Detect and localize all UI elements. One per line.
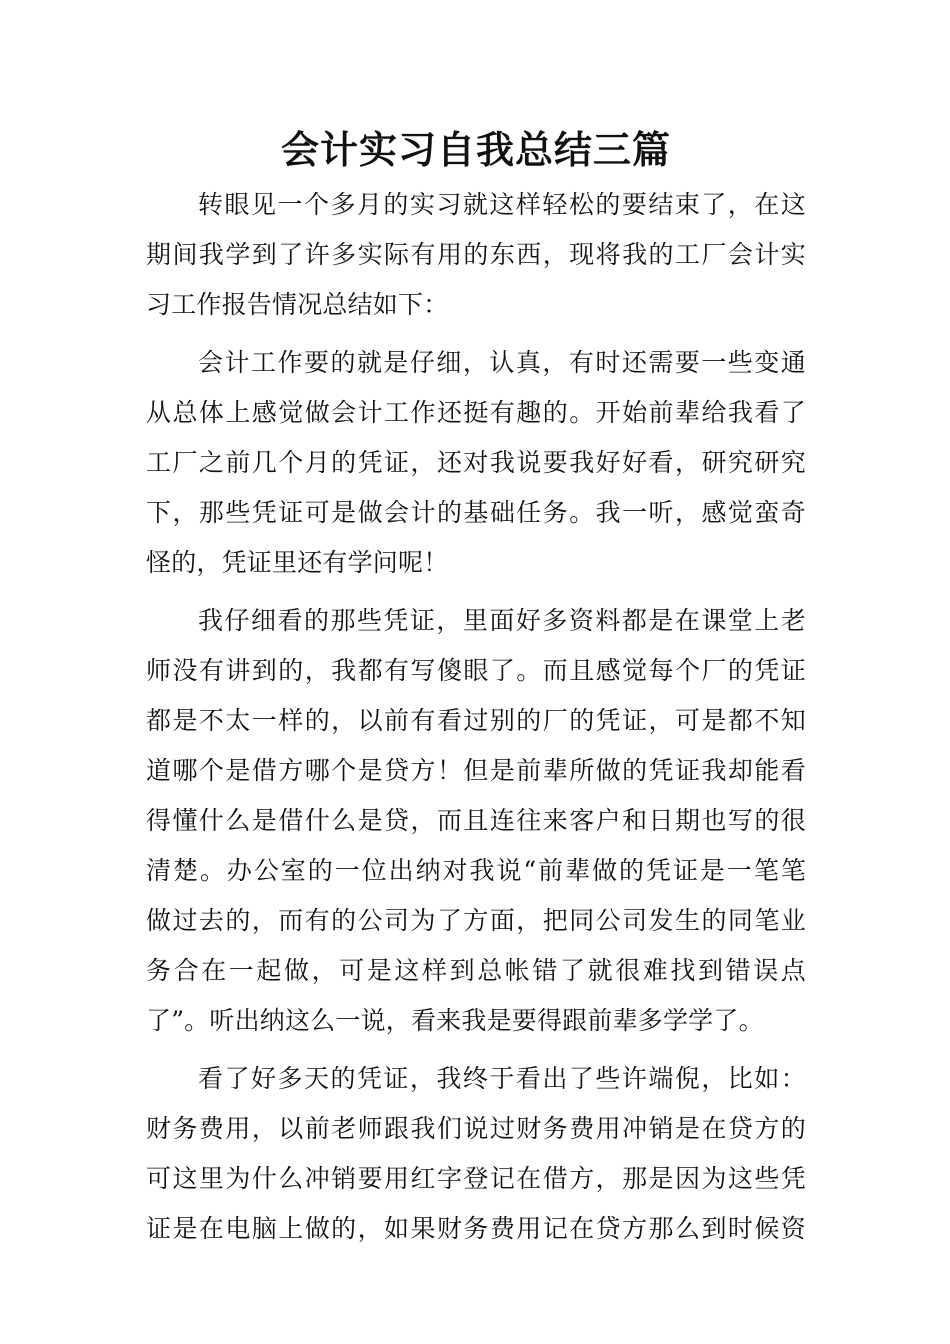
text-line: 习工作报告情况总结如下： xyxy=(146,290,449,319)
text-line: 我仔细看的那些凭证，里面好多资料都是在课堂上老 xyxy=(198,606,806,635)
paragraph-4 xyxy=(146,1054,806,1254)
text-line: 证是在电脑上做的，如果财务费用记在贷方那么到时候资 xyxy=(146,1214,806,1243)
text-line: 怪的，凭证里还有学问呢！ xyxy=(146,548,449,577)
text-line: 财务费用，以前老师跟我们说过财务费用冲销是在贷方的 xyxy=(146,1114,806,1143)
document-body xyxy=(146,180,806,1254)
paragraph-3 xyxy=(146,596,806,1046)
text-line: 都是不太一样的，以前有看过别的厂的凭证，可是都不知 xyxy=(146,706,806,735)
text-line: 了”。听出纳这么一说，看来我是要得跟前辈多学学了。 xyxy=(146,1006,764,1035)
text-line: 转眼见一个多月的实习就这样轻松的要结束了，在这 xyxy=(198,190,806,219)
text-line: 做过去的，而有的公司为了方面，把同公司发生的同笔业 xyxy=(146,906,806,935)
text-line: 会计工作要的就是仔细，认真，有时还需要一些变通 xyxy=(198,348,806,377)
text-line: 看了好多天的凭证，我终于看出了些许端倪，比如： xyxy=(198,1064,806,1093)
text-line: 务合在一起做，可是这样到总帐错了就很难找到错误点 xyxy=(146,956,806,985)
text-line: 工厂之前几个月的凭证，还对我说要我好好看，研究研究 xyxy=(146,448,806,477)
document-page xyxy=(146,120,806,1262)
text-line: 师没有讲到的，我都有写傻眼了。而且感觉每个厂的凭证 xyxy=(146,656,806,685)
document-title: 会计实习自我总结三篇 xyxy=(280,127,671,172)
text-line: 道哪个是借方哪个是贷方！但是前辈所做的凭证我却能看 xyxy=(146,756,806,785)
paragraph-2 xyxy=(146,338,806,588)
text-line: 可这里为什么冲销要用红字登记在借方，那是因为这些凭 xyxy=(146,1164,806,1193)
text-line: 下，那些凭证可是做会计的基础任务。我一听，感觉蛮奇 xyxy=(146,498,806,527)
text-line: 得懂什么是借什么是贷，而且连往来客户和日期也写的很 xyxy=(146,806,806,835)
text-line: 从总体上感觉做会计工作还挺有趣的。开始前辈给我看了 xyxy=(146,398,806,427)
text-line: 清楚。办公室的一位出纳对我说“前辈做的凭证是一笔笔 xyxy=(146,856,806,885)
text-line: 期间我学到了许多实际有用的东西，现将我的工厂会计实 xyxy=(146,240,806,269)
paragraph-1 xyxy=(146,180,806,330)
